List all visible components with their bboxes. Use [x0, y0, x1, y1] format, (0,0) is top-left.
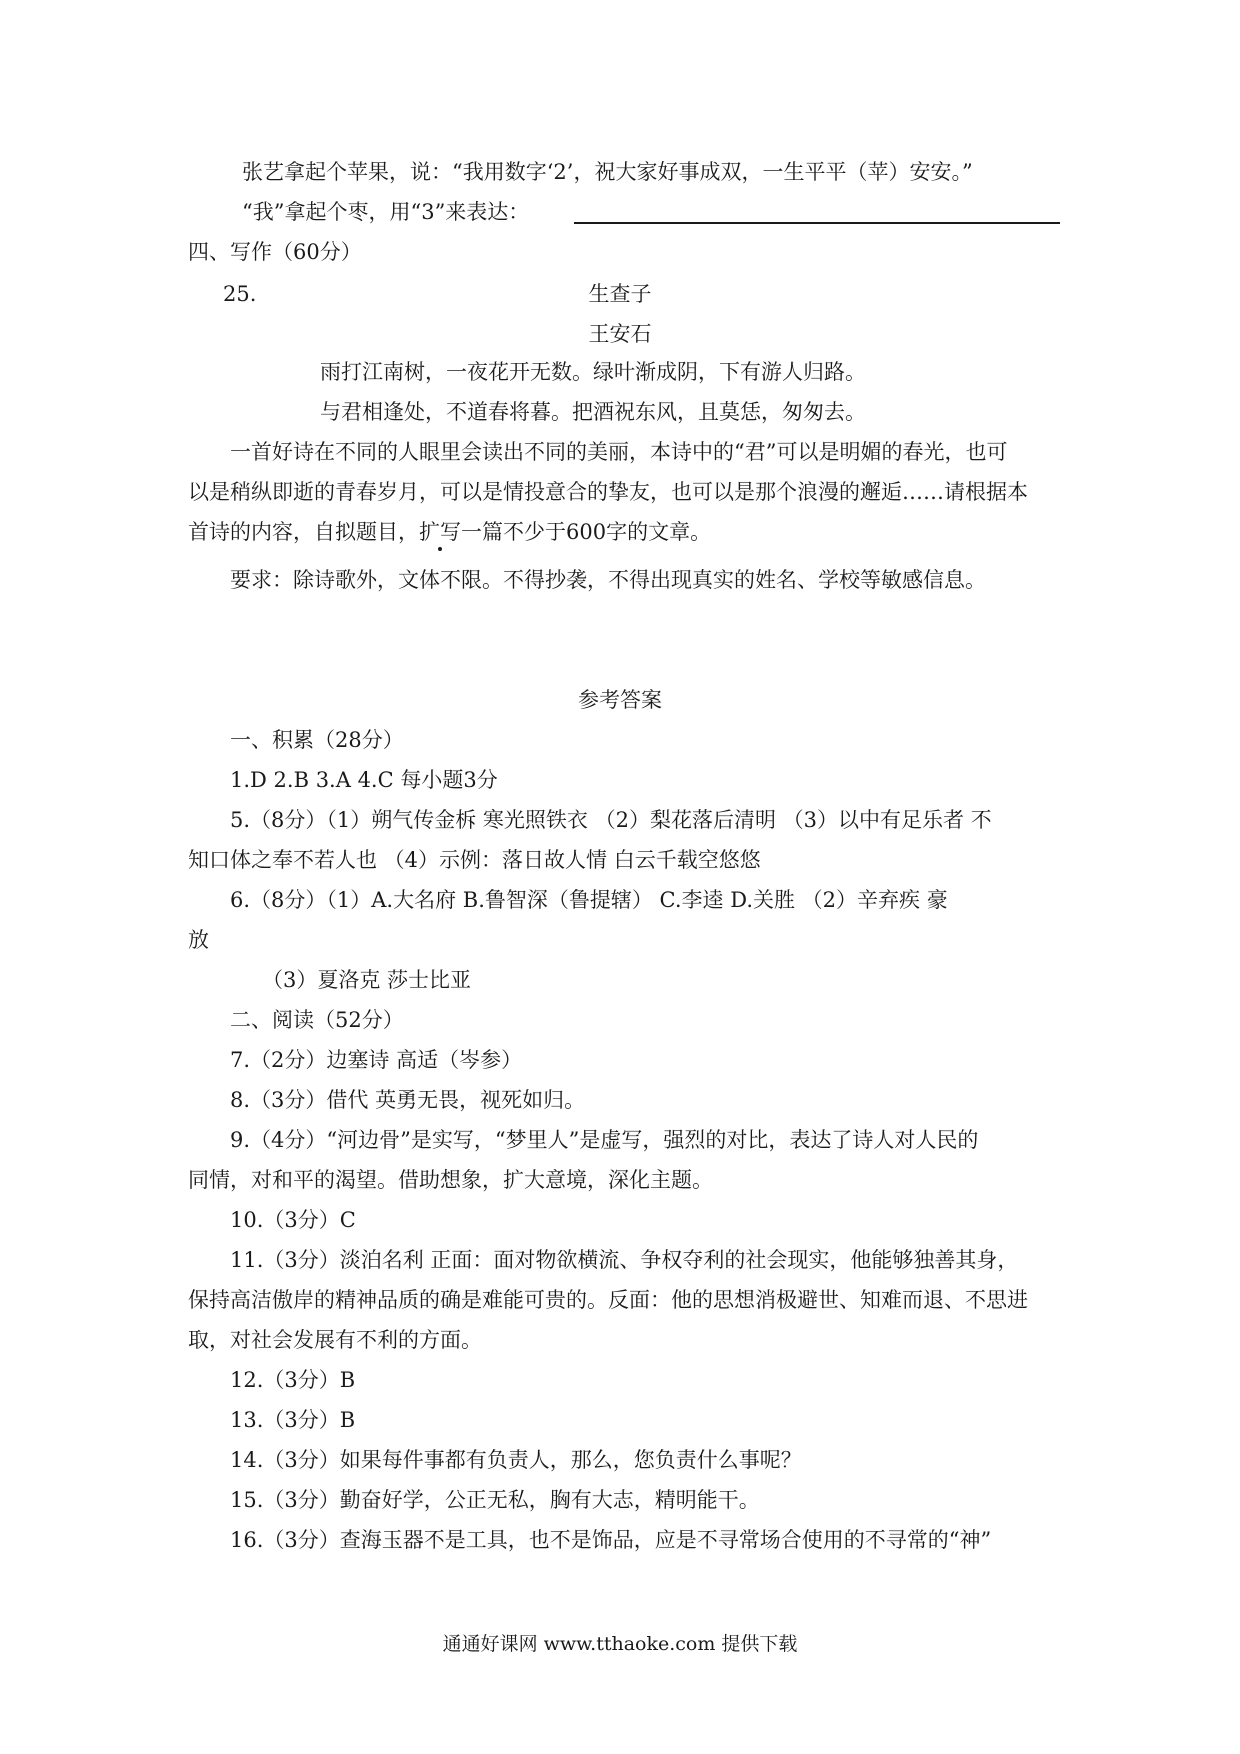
poem-line-2: 与君相逢处，不道春将暮。把酒祝东风，且莫恁，匆匆去。	[320, 400, 866, 424]
answer-13: 13.（3分）B	[230, 1408, 356, 1432]
prompt-line-3	[188, 518, 711, 546]
answer-6-line-3: （3）夏洛克 莎士比亚	[262, 968, 472, 992]
answer-1-4: 1.D 2.B 3.A 4.C 每小题3分	[230, 768, 498, 792]
section-1-heading: 一、积累（28分）	[230, 728, 404, 752]
answer-11-line-2: 保持高洁傲岸的精神品质的确是难能可贵的。反面：他的思想消极避世、知难而退、不思进	[188, 1288, 1028, 1312]
poem-line-1: 雨打江南树，一夜花开无数。绿叶渐成阴，下有游人归路。	[320, 360, 866, 384]
answer-11-line-1: 11.（3分）淡泊名利 正面：面对物欲横流、争权夺利的社会现实，他能够独善其身，	[230, 1248, 1019, 1272]
answer-9-line-1: 9.（4分）“河边骨”是实写，“梦里人”是虚写，强烈的对比，表达了诗人对人民的	[230, 1128, 979, 1152]
writing-heading: 四、写作（60分）	[188, 240, 362, 264]
answer-12: 12.（3分）B	[230, 1368, 356, 1392]
answer-16: 16.（3分）查海玉器不是工具，也不是饰品，应是不寻常场合使用的不寻常的“神”	[230, 1528, 992, 1552]
answer-9-line-2: 同情，对和平的渴望。借助想象，扩大意境，深化主题。	[188, 1168, 713, 1192]
poem-author: 王安石	[588, 322, 652, 346]
answer-5-line-1: 5.（8分）（1）朔气传金柝 寒光照铁衣 （2）梨花落后清明 （3）以中有足乐者 不	[230, 808, 992, 832]
dialogue-line-2: “我”拿起个枣，用“3”来表达：	[242, 200, 530, 224]
prompt-line-3-start: 首诗的内容，自拟题目，	[188, 520, 419, 544]
prompt-line-1: 一首好诗在不同的人眼里会读出不同的美丽，本诗中的“君”可以是明媚的春光，也可	[230, 440, 1008, 464]
requirement-line: 要求：除诗歌外，文体不限。不得抄袭，不得出现真实的姓名、学校等敏感信息。	[230, 568, 986, 592]
answer-15: 15.（3分）勤奋好学，公正无私，胸有大志，精明能干。	[230, 1488, 760, 1512]
emphasized-word: 扩写	[419, 520, 461, 544]
prompt-line-3-end: 一篇不少于600字的文章。	[461, 520, 712, 544]
answer-10: 10.（3分）C	[230, 1208, 356, 1232]
answer-11-line-3: 取，对社会发展有不利的方面。	[188, 1328, 482, 1352]
dialogue-line-1: 张艺拿起个苹果，说：“我用数字‘2’，祝大家好事成双，一生平平（苹）安安。”	[242, 160, 973, 184]
answers-title: 参考答案	[578, 688, 662, 712]
answer-6-line-1: 6.（8分）（1）A.大名府 B.鲁智深（鲁提辖） C.李逵 D.关胜 （2）辛弃疾 豪	[230, 888, 948, 912]
answer-14: 14.（3分）如果每件事都有负责人，那么，您负责什么事呢？	[230, 1448, 802, 1472]
answer-5-line-2: 知口体之奉不若人也 （4）示例：落日故人情 白云千载空悠悠	[188, 848, 761, 872]
answer-7: 7.（2分）边塞诗 高适（岑参）	[230, 1048, 523, 1072]
prompt-line-2: 以是稍纵即逝的青春岁月，可以是情投意合的挚友，也可以是那个浪漫的邂逅……请根据本	[188, 480, 1028, 504]
answer-blank[interactable]	[574, 222, 1060, 224]
answer-6-line-2: 放	[188, 928, 209, 952]
answer-8: 8.（3分）借代 英勇无畏，视死如归。	[230, 1088, 586, 1112]
section-2-heading: 二、阅读（52分）	[230, 1008, 404, 1032]
question-number: 25.	[223, 282, 257, 306]
poem-title: 生查子	[588, 282, 652, 306]
footer-credit: 通通好课网 www.tthaoke.com 提供下载	[442, 1633, 798, 1655]
